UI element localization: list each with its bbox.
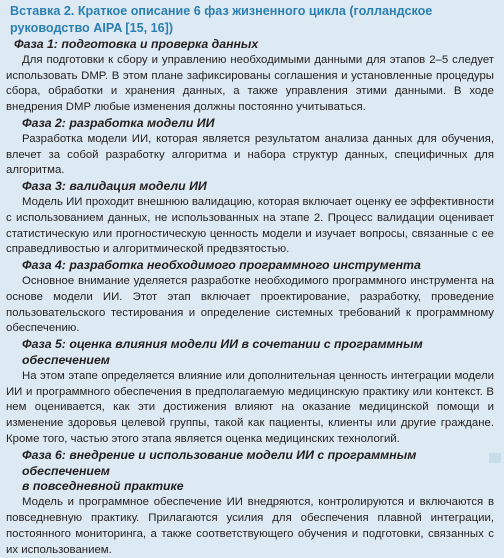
phase-6-text: Модель и программное обеспечение ИИ внедряются, контролируются и включаются в повседневную практику. Прилагаются усилия для обеспечения плавной интеграции, постоянного мониторинга, а также соответствующего обучения и подготовки, связанных с их использованием. (6, 496, 494, 556)
phase-6-title: Фаза 6: внедрение и использование модели ИИ с программным обеспечением (22, 447, 417, 478)
corner-marker (489, 453, 501, 463)
box-title: Вставка 2. Краткое описание 6 фаз жизненного цикла (голландское руководство AIPA [15, 16]) (10, 4, 433, 35)
phase-3-text: Модель ИИ проходит внешнюю валидацию, которая включает оценку ее эффективности с использованием данных, не использованных на этапе 2. Процесс валидации оценивает статистическую или прогностическую ценность модели и изучает вопросы, связанные с ее справедливостью и алгоритмической предвзятостью. (6, 195, 494, 256)
phase-5-text: На этом этапе определяется влияние или дополнительная ценность интеграции модели ИИ и программного обеспечения в предполагаемую медицинскую практику или контекст. В нем оценивается, как эти достижения влияют на оказание медицинской помощи и изменение здоровья целевой группы, такой как пациенты, клиенты или другие граждане. Кроме того, частью этого этапа является оценка медицинских технологий. (6, 369, 494, 445)
phase-6-title-continuation: в повседневной практике (22, 479, 184, 494)
phase-2-text: Разработка модели ИИ, которая является результатом анализа данных для обучения, влечет за собой разработку алгоритма и набора структур данных, специфичных для алгоритма. (6, 132, 494, 177)
phase-4-title: Фаза 4: разработка необходимого программного инструмента (22, 258, 421, 273)
phase-2-title: Фаза 2: разработка модели ИИ (22, 115, 215, 130)
phase-4-text: Основное внимание уделяется разработке необходимого программного инструмента на основе модели ИИ. Этот этап включает проектирование, разработку, проведение пользовательского тестирования и определение системных требований к программному обеспечению. (6, 274, 494, 335)
phase-5-title: Фаза 5: оценка влияния модели ИИ в сочетании с программным обеспечением (22, 337, 423, 367)
phase-3-title: Фаза 3: валидация модели ИИ (22, 179, 207, 194)
phase-1-text: Для подготовки к сбору и управлению необходимыми данными для этапов 2–5 следует использовать DMP. В этом плане зафиксированы соглашения и установленные процедуры сбора, обработки и хранения данных, а также управления этими данными. В ходе внедрения DMP любые изменения должны постоянно учитываться. (6, 53, 494, 114)
phase-1-title: Фаза 1: подготовка и проверка данных (14, 37, 259, 51)
